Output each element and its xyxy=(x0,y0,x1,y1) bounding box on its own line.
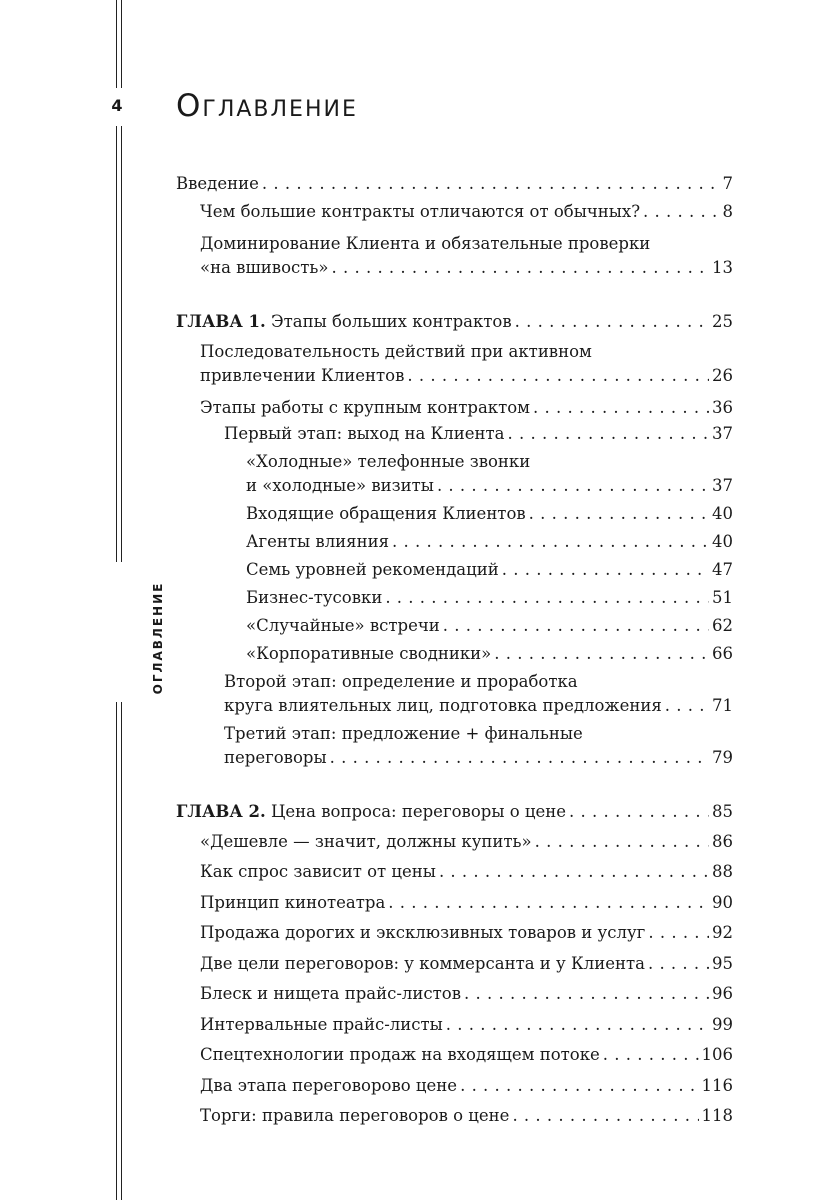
toc-entry[interactable] xyxy=(176,724,733,772)
toc-entry-page: 66 xyxy=(712,644,733,663)
toc-entry-label: «Дешевле — значит, должны купить» xyxy=(200,832,532,851)
toc-entry[interactable] xyxy=(176,342,733,398)
toc-entry[interactable] xyxy=(176,234,733,282)
toc-entry-page: 40 xyxy=(712,532,733,551)
toc-entry-label: Две цели переговоров: у коммерсанта и у Клиента xyxy=(200,954,645,973)
toc-entry-label-cont: переговоры xyxy=(224,748,327,767)
toc-entry-page: 36 xyxy=(712,398,733,417)
toc-entry-label: Последовательность действий при активном xyxy=(200,342,592,361)
toc-entry-label: Блеск и нищета прайс-листов xyxy=(200,984,462,1003)
toc-entry[interactable] xyxy=(176,644,733,672)
toc-entry-page: 47 xyxy=(712,560,733,579)
toc-entry[interactable] xyxy=(176,588,733,616)
toc-entry-page: 88 xyxy=(712,862,733,881)
toc-entry-page: 95 xyxy=(712,954,733,973)
toc-entry[interactable] xyxy=(176,202,733,234)
toc-entry-page: 51 xyxy=(712,588,733,607)
toc-entry-label: Введение xyxy=(176,174,259,193)
toc-chapter-2[interactable] xyxy=(176,802,733,832)
toc-entry-label-cont: «на вшивость» xyxy=(200,258,329,277)
toc-entry[interactable] xyxy=(176,1045,733,1076)
toc-entry-label: Семь уровней рекомендаций xyxy=(246,560,499,579)
toc-chapter-1[interactable] xyxy=(176,312,733,342)
toc-entry-page: 71 xyxy=(712,696,733,715)
toc-entry-label: Два этапа переговорово цене xyxy=(200,1076,458,1095)
toc-entry-label: Доминирование Клиента и обязательные проверки xyxy=(200,234,651,253)
toc-entry[interactable] xyxy=(176,398,733,424)
toc-entry-page: 85 xyxy=(712,802,733,821)
toc-entry[interactable] xyxy=(176,984,733,1015)
toc-entry-page: 40 xyxy=(712,504,733,523)
toc-entry-label: Спецтехнологии продаж на входящем потоке xyxy=(200,1045,600,1064)
toc-entry[interactable] xyxy=(176,560,733,588)
toc-entry-page: 7 xyxy=(722,174,733,193)
toc-entry-label: Продажа дорогих и эксклюзивных товаров и услуг xyxy=(200,923,646,942)
toc-entry-page: 99 xyxy=(712,1015,733,1034)
toc-entry-label: «Холодные» телефонные звонки xyxy=(246,452,531,471)
rail-line-left-mid xyxy=(116,126,117,562)
toc-entry-label: Как спрос зависит от цены xyxy=(200,862,436,881)
rail-line-left-bottom xyxy=(116,702,117,1200)
toc-entry-page: 37 xyxy=(712,476,733,495)
toc-entry-label: «Корпоративные сводники» xyxy=(246,644,492,663)
toc-entry-page: 92 xyxy=(712,923,733,942)
chapter-prefix: ГЛАВА 2. xyxy=(176,802,266,821)
toc-entry[interactable] xyxy=(176,504,733,532)
toc-entry-page: 118 xyxy=(701,1106,733,1125)
table-of-contents xyxy=(176,174,733,1136)
toc-entry-label: Третий этап: предложение + финальные xyxy=(224,724,583,743)
toc-entry-page: 8 xyxy=(722,202,733,221)
toc-entry[interactable] xyxy=(176,672,733,724)
toc-entry-label: Торги: правила переговоров о цене xyxy=(200,1106,510,1125)
toc-entry-label: Входящие обращения Клиентов xyxy=(246,504,526,523)
toc-entry[interactable] xyxy=(176,893,733,923)
chapter-prefix: ГЛАВА 1. xyxy=(176,312,266,331)
toc-entry-label: Принцип кинотеатра xyxy=(200,893,386,912)
side-section-label: ОГЛАВЛЕНИЕ xyxy=(151,581,165,695)
toc-entry[interactable] xyxy=(176,862,733,893)
toc-entry[interactable] xyxy=(176,424,733,452)
toc-entry-page: 26 xyxy=(712,366,733,385)
toc-entry-label-cont: круга влиятельных лиц, подготовка предложения xyxy=(224,696,662,715)
toc-entry-label: Этапы работы с крупным контрактом xyxy=(200,398,530,417)
chapter-title: Цена вопроса: переговоры о цене xyxy=(271,802,567,821)
toc-entry[interactable] xyxy=(176,452,733,504)
toc-entry[interactable] xyxy=(176,616,733,644)
toc-entry-page: 96 xyxy=(712,984,733,1003)
rail-line-left xyxy=(116,0,117,88)
toc-entry-label: Чем большие контракты отличаются от обычных? xyxy=(200,202,641,221)
toc-entry-page: 13 xyxy=(712,258,733,277)
rail-line-right xyxy=(121,0,122,88)
toc-entry-page: 62 xyxy=(712,616,733,635)
toc-entry-intro[interactable] xyxy=(176,174,733,202)
toc-entry-label: Агенты влияния xyxy=(246,532,389,551)
toc-entry[interactable] xyxy=(176,1076,733,1106)
toc-entry-page: 25 xyxy=(712,312,733,331)
toc-entry-page: 86 xyxy=(712,832,733,851)
toc-entry[interactable] xyxy=(176,1015,733,1045)
toc-entry-page: 79 xyxy=(712,748,733,767)
page-title: Оглавление xyxy=(176,88,358,124)
toc-entry[interactable] xyxy=(176,1106,733,1136)
toc-entry-label: Второй этап: определение и проработка xyxy=(224,672,578,691)
toc-entry-label-cont: и «холодные» визиты xyxy=(246,476,434,495)
toc-entry-page: 90 xyxy=(712,893,733,912)
rail-line-right-bottom xyxy=(121,702,122,1200)
toc-entry-label: Бизнес-тусовки xyxy=(246,588,383,607)
toc-entry[interactable] xyxy=(176,954,733,984)
toc-entry-label: Первый этап: выход на Клиента xyxy=(224,424,505,443)
rail-line-right-mid xyxy=(121,126,122,562)
toc-entry[interactable] xyxy=(176,832,733,862)
toc-entry-page: 37 xyxy=(712,424,733,443)
chapter-title: Этапы больших контрактов xyxy=(271,312,512,331)
toc-entry[interactable] xyxy=(176,923,733,954)
toc-entry-label: «Случайные» встречи xyxy=(246,616,440,635)
toc-entry-label-cont: привлечении Клиентов xyxy=(200,366,405,385)
toc-entry[interactable] xyxy=(176,532,733,560)
toc-entry-page: 106 xyxy=(701,1045,733,1064)
toc-entry-page: 116 xyxy=(701,1076,733,1095)
toc-entry-label: Интервальные прайс-листы xyxy=(200,1015,443,1034)
page-number: 4 xyxy=(111,96,123,115)
